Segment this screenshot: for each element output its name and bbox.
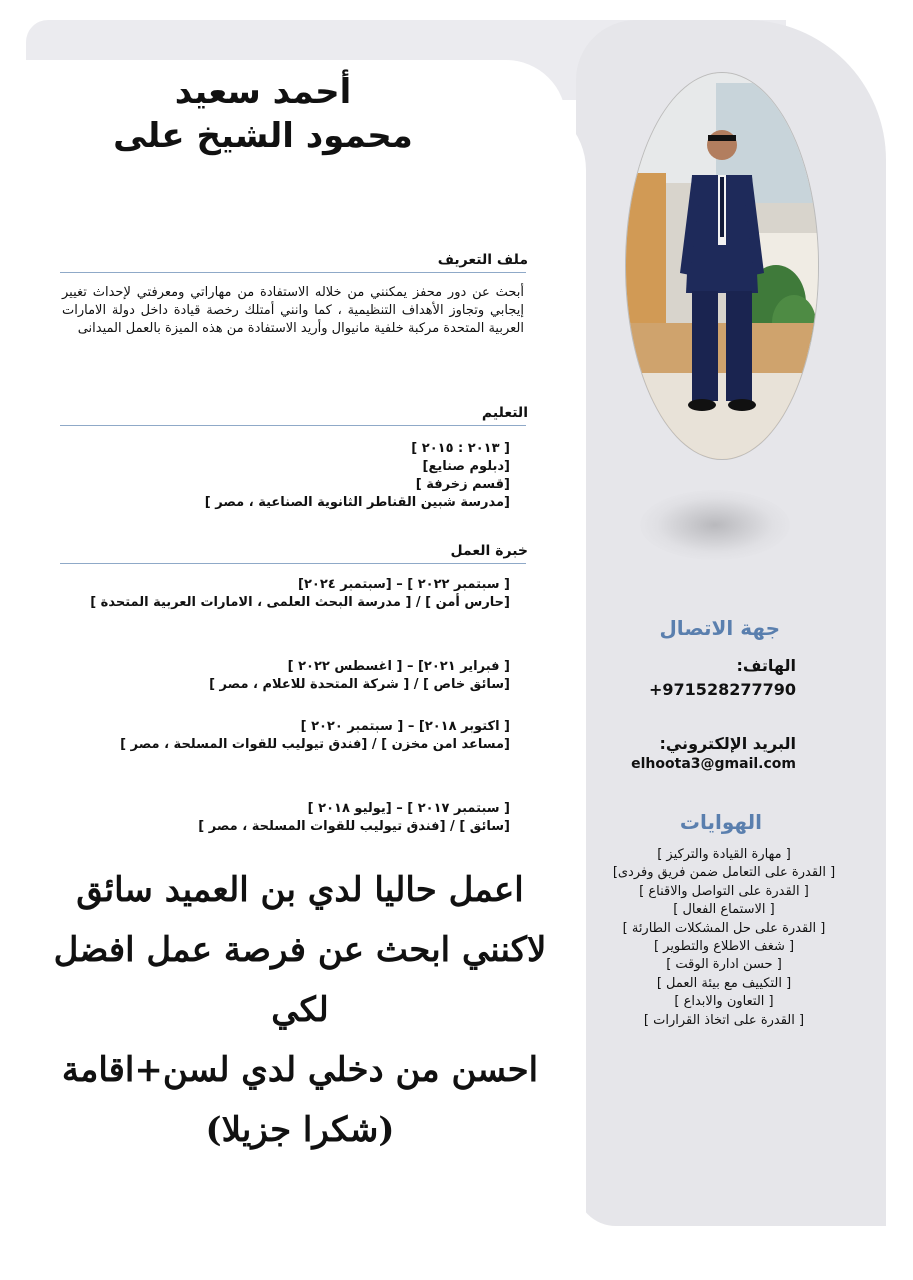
experience-dates: [ فبراير ٢٠٢١] – [ اغسطس ٢٠٢٢ ] [287, 659, 510, 674]
note-text [30, 860, 570, 1160]
email-value[interactable]: elhoota3@gmail.com [631, 756, 796, 772]
note-line-1: اعمل حاليا لدي بن العميد سائق [76, 870, 524, 910]
experience-desc: [سائق ] / [فندق تيوليب للقوات المسلحة ، مصر ] [198, 819, 510, 834]
person-name [83, 70, 443, 158]
experience-dates: [ سبتمبر ٢٠١٧ ] – [يوليو ٢٠١٨ ] [307, 801, 510, 816]
hobby-item: [ القدرة على التواصل والاقناع ] [639, 883, 809, 899]
email-label: البريد الإلكتروني: [659, 734, 796, 753]
profile-text: أبحث عن دور محفز يمكنني من خلاله الاستفادة من مهاراتي ومعرفتي لإحداث تغيير إيجابي وتجاوز الأهداف التنظيمية ، كما وانني أمتلك رخصة قيادة داخل دولة الامارات العربية المتحدة مركبة خلفية مانيوال وأريد الاستفادة من هذه الميزة بالعمل الميدانى [62, 285, 524, 336]
education-dates: [ ٢٠١٣ : ٢٠١٥ ] [411, 441, 510, 456]
profile-photo [625, 72, 819, 460]
hobby-item: [ مهارة القيادة والتركيز ] [657, 847, 791, 862]
experience-divider [60, 563, 526, 564]
photo-shadow [640, 490, 790, 560]
name-line-2: محمود الشيخ على [113, 116, 413, 156]
experience-dates: [ سبتمبر ٢٠٢٢ ] – [سبتمبر ٢٠٢٤] [298, 577, 510, 592]
phone-value[interactable]: +971528277790 [649, 680, 796, 699]
experience-entry [62, 576, 510, 612]
name-line-1: أحمد سعيد [174, 72, 352, 112]
education-block [62, 440, 510, 512]
education-school: [مدرسة شبين القناطر الثانوية الصناعية ، مصر ] [204, 495, 510, 510]
education-department: [قسم زخرفة ] [415, 477, 510, 492]
experience-entry [62, 718, 510, 754]
hobby-item: [ التعاون والابداع ] [674, 994, 774, 1010]
hobbies-title: الهوايات [679, 810, 762, 834]
phone-label: الهاتف: [736, 656, 796, 675]
hobby-item: [ حسن ادارة الوقت ] [666, 957, 782, 973]
profile-divider [60, 272, 526, 273]
experience-title: خبرة العمل [450, 543, 528, 559]
hobby-item: [ القدرة على التعامل ضمن فريق وفردى] [612, 865, 836, 881]
hobby-item: [ التكييف مع بيئة العمل ] [656, 975, 792, 991]
experience-dates: [ اكتوبر ٢٠١٨] – [ سبتمبر ٢٠٢٠ ] [300, 719, 510, 734]
experience-desc: [حارس أمن ] / [ مدرسة البحث العلمى ، الامارات العربية المتحدة ] [90, 595, 510, 610]
hobbies-list [592, 846, 856, 1030]
experience-desc: [مساعد امن مخزن ] / [فندق تيوليب للقوات المسلحة ، مصر ] [120, 737, 510, 752]
contact-title: جهة الاتصال [659, 616, 780, 640]
education-degree: [دبلوم صنايع] [422, 459, 510, 474]
note-line-4: (شكرا جزيلا) [205, 1110, 395, 1150]
education-title: التعليم [481, 405, 528, 421]
experience-entry [62, 800, 510, 836]
note-line-2: لاكنني ابحث عن فرصة عمل افضل لكي [53, 930, 547, 1030]
hobby-item: [ القدرة على حل المشكلات الطارئة ] [622, 920, 826, 936]
note-line-3: احسن من دخلي لدي لسن+اقامة [61, 1050, 539, 1090]
education-divider [60, 425, 526, 426]
experience-entry [62, 658, 510, 694]
hobby-item: [ الاستماع الفعال ] [673, 902, 775, 918]
hobby-item: [ القدرة على اتخاذ القرارات ] [643, 1012, 805, 1028]
profile-title: ملف التعريف [437, 252, 528, 268]
hobby-item: [ شغف الاطلاع والتطوير ] [653, 939, 795, 955]
experience-desc: [سائق خاص ] / [ شركة المتحدة للاعلام ، مصر ] [209, 677, 510, 692]
